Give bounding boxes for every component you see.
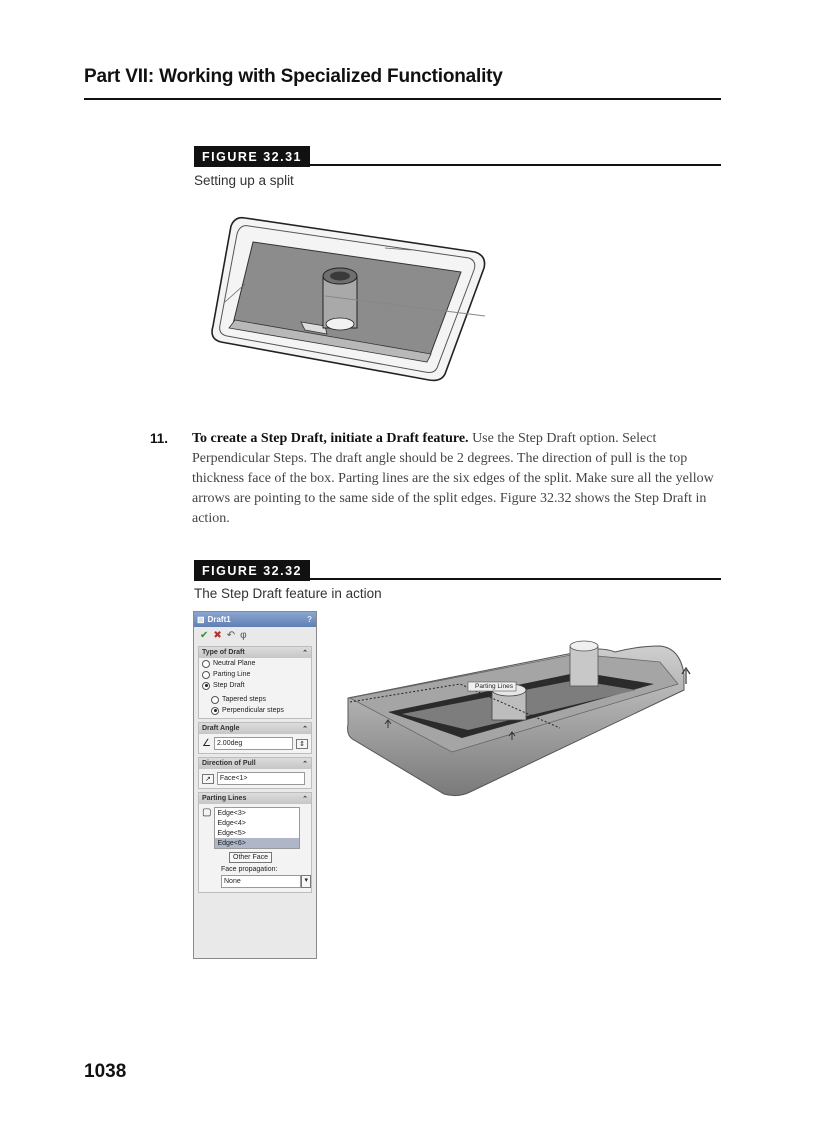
figure-image-step-draft bbox=[340, 632, 712, 798]
list-item[interactable]: Edge<3> bbox=[217, 809, 246, 817]
radio-parting-line[interactable]: Parting Line bbox=[199, 669, 311, 680]
parting-lines-callout: Parting Lines bbox=[475, 683, 513, 690]
radio-neutral-plane[interactable]: Neutral Plane bbox=[199, 658, 311, 669]
group-draft-angle bbox=[198, 722, 312, 754]
group-header-direction-of-pull[interactable]: Direction of Pull ⌃ bbox=[199, 758, 311, 769]
direction-of-pull-field[interactable]: Face<1> bbox=[217, 772, 305, 785]
face-propagation-select[interactable]: None bbox=[221, 875, 301, 888]
group-direction-of-pull bbox=[198, 757, 312, 789]
group-header-type-of-draft[interactable]: Type of Draft ⌃ bbox=[199, 647, 311, 658]
step-11 bbox=[150, 429, 725, 529]
pm-title: Draft1 bbox=[207, 615, 231, 624]
group-header-draft-angle[interactable]: Draft Angle ⌃ bbox=[199, 723, 311, 734]
radio-perpendicular-steps[interactable]: Perpendicular steps bbox=[199, 705, 311, 716]
pm-title-bar bbox=[194, 612, 316, 627]
collapse-chevron-icon[interactable]: ⌃ bbox=[302, 760, 308, 768]
collapse-chevron-icon[interactable]: ⌃ bbox=[302, 795, 308, 803]
pm-action-row bbox=[194, 627, 316, 643]
step-lead: To create a Step Draft, initiate a Draft feature. bbox=[192, 431, 469, 446]
ok-check-icon[interactable]: ✔ bbox=[200, 629, 209, 641]
radio-tapered-steps[interactable]: Tapered steps bbox=[199, 694, 311, 705]
running-head: Part VII: Working with Specialized Functionality bbox=[84, 66, 503, 87]
dropdown-arrow-icon[interactable]: ▾ bbox=[301, 875, 311, 888]
parting-lines-list[interactable] bbox=[214, 807, 300, 849]
draft-angle-input[interactable]: 2.00deg bbox=[214, 737, 293, 750]
other-face-button[interactable]: Other Face bbox=[229, 852, 272, 863]
list-item[interactable]: Edge<6> bbox=[215, 838, 299, 848]
parting-line-cube-icon: ▢ bbox=[202, 807, 212, 818]
draft-feature-icon: ▧ bbox=[197, 615, 205, 624]
figure-image-split-box bbox=[205, 212, 493, 384]
step-number: 11. bbox=[150, 431, 169, 446]
group-parting-lines bbox=[198, 792, 312, 893]
group-type-of-draft bbox=[198, 646, 312, 719]
angle-icon: ∠ bbox=[202, 738, 211, 749]
figure-rule-1 bbox=[305, 164, 721, 166]
figure-rule-2 bbox=[305, 578, 721, 580]
detailed-preview-icon[interactable]: φ bbox=[240, 629, 247, 641]
face-propagation-label: Face propagation: bbox=[221, 866, 278, 873]
figure-label-1: FIGURE 32.31 bbox=[194, 146, 310, 167]
collapse-chevron-icon[interactable]: ⌃ bbox=[302, 649, 308, 657]
group-header-parting-lines[interactable]: Parting Lines ⌃ bbox=[199, 793, 311, 804]
header-rule bbox=[84, 98, 721, 100]
step-body: Use the Step Draft option. Select Perpendicular Steps. The draft angle should be 2 degrees. The direction of pull is the top thickness face of the box. Parting lines are the six edges of the split. Make sure all the yellow arrows are pointing to the same side of the split edges. Figure 32.32 shows the Step Draft in action. bbox=[192, 431, 714, 526]
collapse-chevron-icon[interactable]: ⌃ bbox=[302, 725, 308, 733]
draft-property-manager bbox=[193, 611, 317, 959]
figure-label-2: FIGURE 32.32 bbox=[194, 560, 310, 581]
undo-icon[interactable]: ↶ bbox=[226, 629, 236, 641]
figure-caption-1: Setting up a split bbox=[194, 173, 294, 188]
list-item[interactable]: Edge<4> bbox=[217, 819, 246, 827]
page-number: 1038 bbox=[84, 1061, 127, 1082]
radio-step-draft[interactable]: Step Draft bbox=[199, 680, 311, 691]
angle-spinner[interactable]: ⇕ bbox=[296, 739, 308, 749]
reverse-direction-icon[interactable]: ↗ bbox=[202, 774, 214, 784]
figure-caption-2: The Step Draft feature in action bbox=[194, 586, 382, 601]
list-item[interactable]: Edge<5> bbox=[217, 829, 246, 837]
help-icon[interactable]: ? bbox=[307, 615, 312, 624]
cancel-x-icon[interactable]: ✖ bbox=[213, 629, 222, 641]
